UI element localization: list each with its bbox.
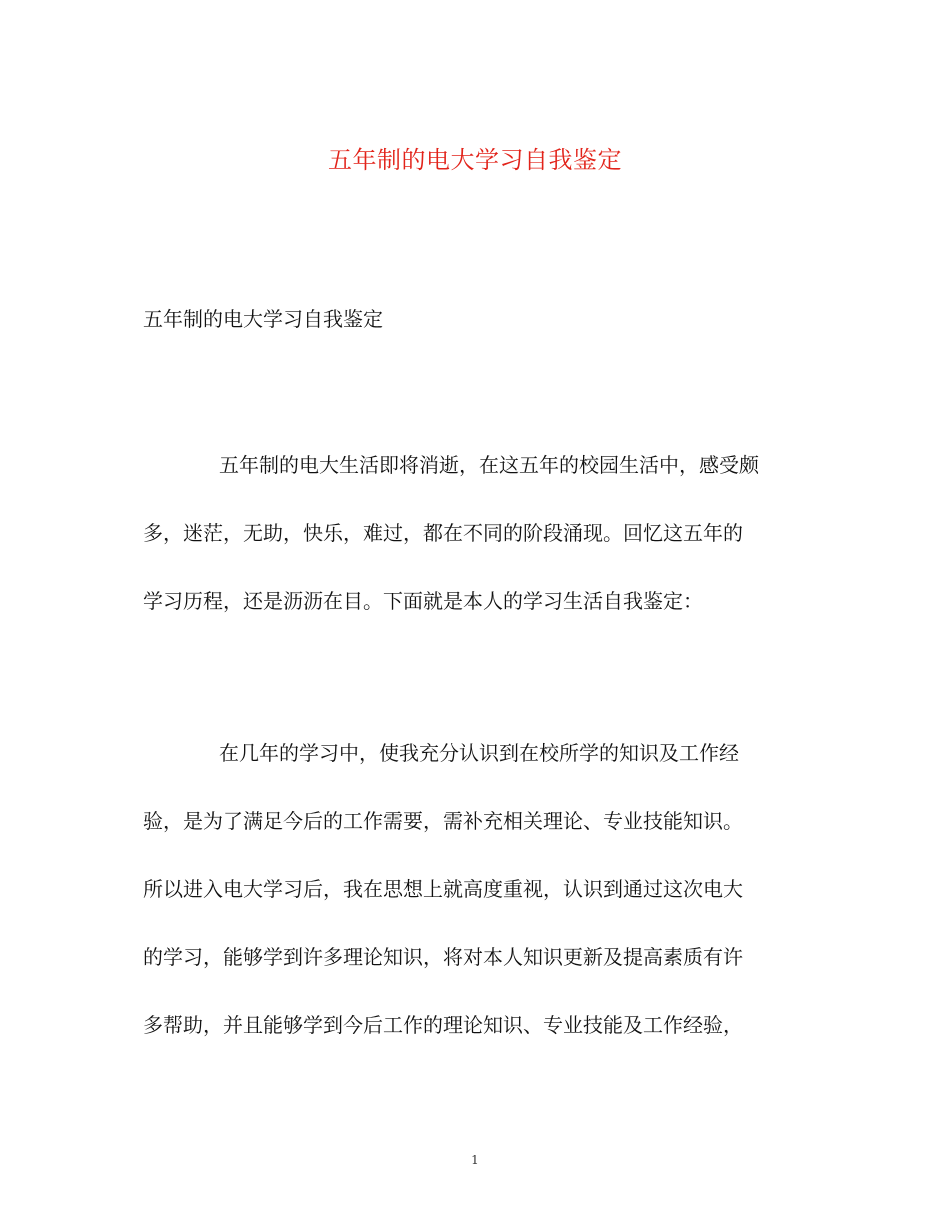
paragraph-line: 在几年的学习中，使我充分认识到在校所学的知识及工作经 <box>219 741 739 765</box>
paragraph-line: 验，是为了满足今后的工作需要，需补充相关理论、专业技能知识。 <box>143 809 743 833</box>
paragraph-line: 学习历程，还是沥沥在目。下面就是本人的学习生活自我鉴定： <box>143 589 703 613</box>
paragraph-line: 多，迷茫，无助，快乐，难过，都在不同的阶段涌现。回忆这五年的 <box>143 521 743 545</box>
document-subtitle: 五年制的电大学习自我鉴定 <box>143 307 383 331</box>
paragraph-line: 五年制的电大生活即将消逝，在这五年的校园生活中，感受颇 <box>219 453 759 477</box>
paragraph-line: 的学习，能够学到许多理论知识，将对本人知识更新及提高素质有许 <box>143 945 743 969</box>
paragraph-line: 多帮助，并且能够学到今后工作的理论知识、专业技能及工作经验， <box>143 1013 743 1037</box>
document-title: 五年制的电大学习自我鉴定 <box>328 146 622 174</box>
page-number: 1 <box>471 1153 479 1167</box>
paragraph-1 <box>143 451 823 615</box>
paragraph-2 <box>143 739 823 1039</box>
paragraph-line: 所以进入电大学习后，我在思想上就高度重视，认识到通过这次电大 <box>143 877 743 901</box>
